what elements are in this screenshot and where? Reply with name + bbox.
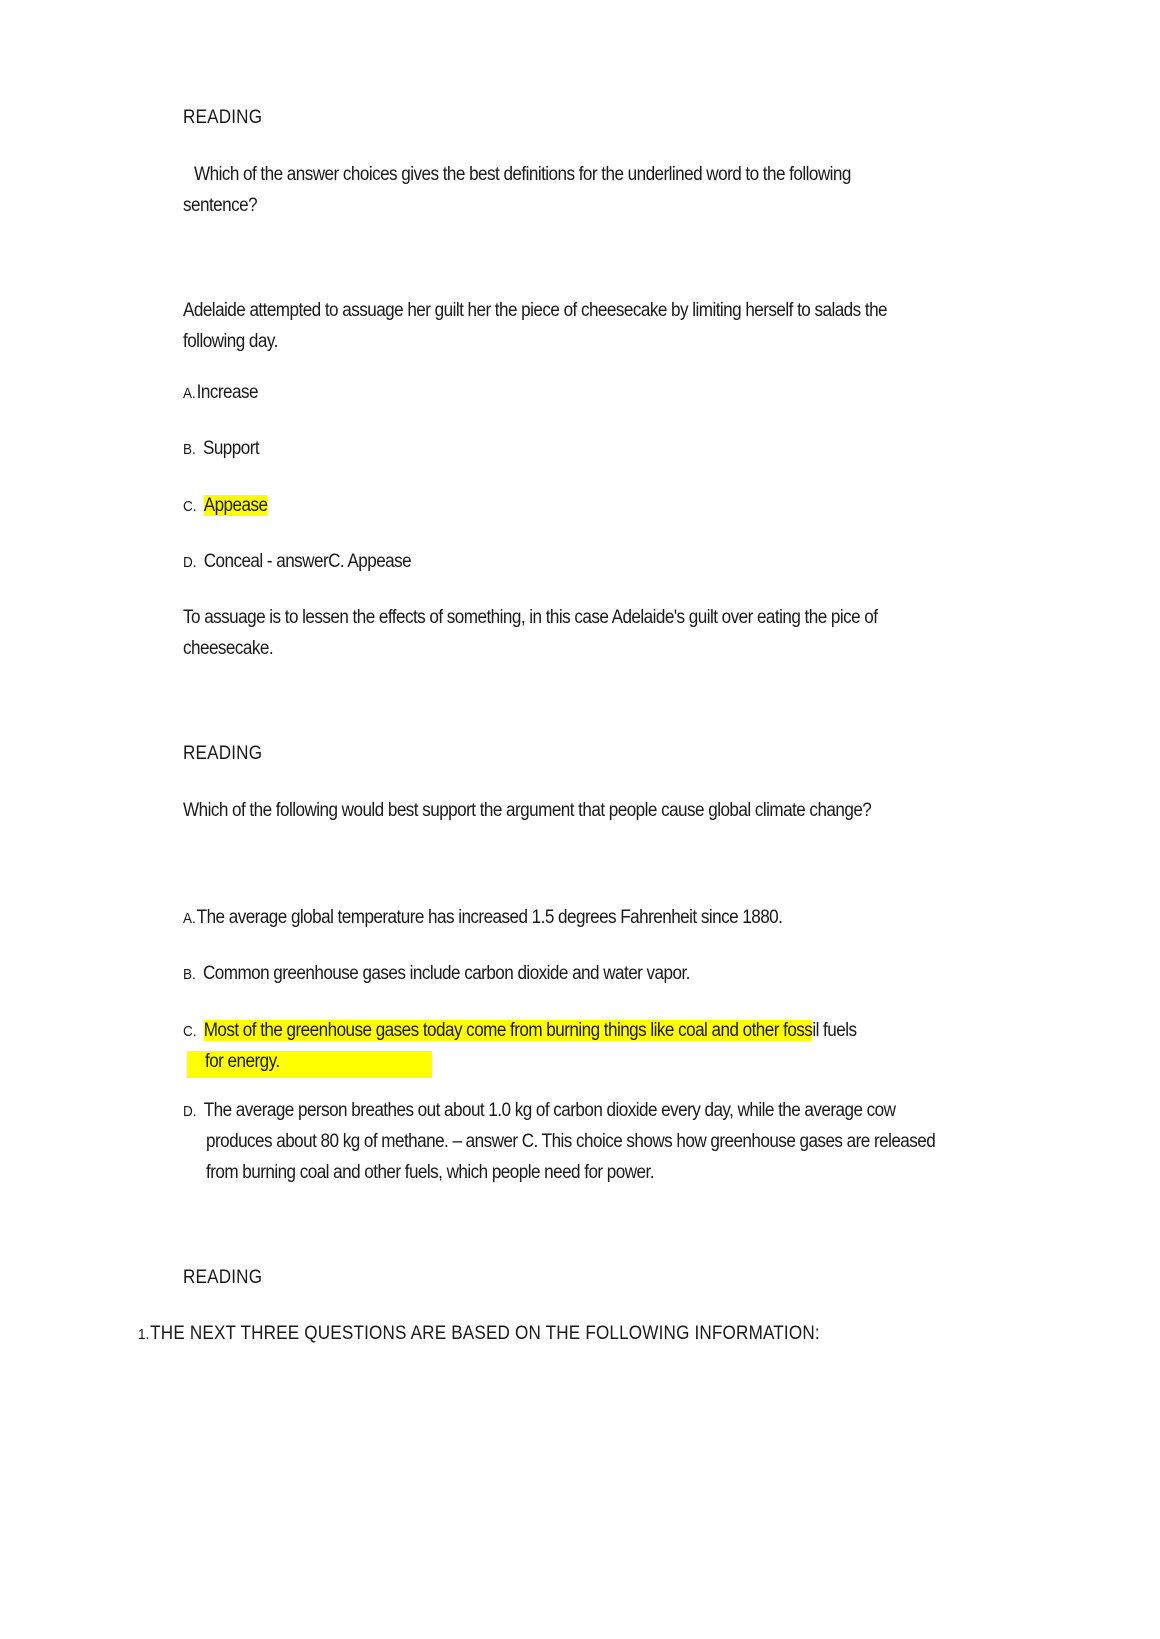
option-label: B. <box>183 441 196 458</box>
option-text: Common greenhouse gases include carbon dioxide and water vapor. <box>202 963 690 984</box>
option-text: Support <box>202 438 260 459</box>
option-label: D. <box>183 554 197 571</box>
section3-item <box>138 1318 820 1351</box>
section1-option-b <box>183 433 259 466</box>
section1-question-line1: Which of the answer choices gives the best definitions for the underlined word to the following <box>194 164 851 185</box>
section2-option-a <box>183 902 782 935</box>
section2-option-d-line1 <box>183 1095 895 1128</box>
item-text: THE NEXT THREE QUESTIONS ARE BASED ON THE FOLLOWING INFORMATION: <box>150 1323 820 1344</box>
section1-sentence-line2: following day. <box>183 331 278 352</box>
section2-option-c-line1 <box>183 1015 856 1048</box>
section1-explanation-line2: cheesecake. <box>183 638 274 659</box>
section1-sentence-line1: Adelaide attempted to assuage her guilt her the piece of cheesecake by limiting herself to salads the <box>183 300 888 321</box>
highlighted-answer: Most of the greenhouse gases today come from burning things like coal and other foss <box>203 1020 813 1041</box>
item-number: 1. <box>138 1326 150 1343</box>
option-text: The average global temperature has increased 1.5 degrees Fahrenheit since 1880. <box>196 907 783 928</box>
highlighted-answer: Appease <box>203 495 268 516</box>
option-label: A. <box>183 385 196 402</box>
section1-option-c <box>183 490 267 523</box>
section2-option-d-line2: produces about 80 kg of methane. – answer C. This choice shows how greenhouse gases are released <box>206 1131 936 1152</box>
section1-explanation-line1: To assuage is to lessen the effects of something, in this case Adelaide's guilt over eating the pice of <box>183 607 878 628</box>
section1-question-line2: sentence? <box>183 195 258 216</box>
option-text: Conceal - answerC. Appease <box>203 551 412 572</box>
option-text: The average person breathes out about 1.0 kg of carbon dioxide every day, while the average cow <box>203 1100 896 1121</box>
section1-option-a <box>183 377 258 410</box>
section2-option-b <box>183 958 690 991</box>
section3-heading: READING <box>183 1267 263 1288</box>
option-label: C. <box>183 498 197 515</box>
option-label: A. <box>183 910 196 927</box>
section1-heading: READING <box>183 107 263 128</box>
section2-option-d-line3: from burning coal and other fuels, which people need for power. <box>206 1162 654 1183</box>
section1-option-d <box>183 546 411 579</box>
option-label: D. <box>183 1103 197 1120</box>
section2-question: Which of the following would best support the argument that people cause global climate change? <box>183 800 872 821</box>
option-text-rest: il fuels <box>812 1020 857 1041</box>
option-label: B. <box>183 966 196 983</box>
section2-heading: READING <box>183 743 263 764</box>
option-label: C. <box>183 1023 197 1040</box>
section2-option-c-line2: for energy. <box>205 1051 280 1072</box>
option-text: Increase <box>196 382 258 403</box>
